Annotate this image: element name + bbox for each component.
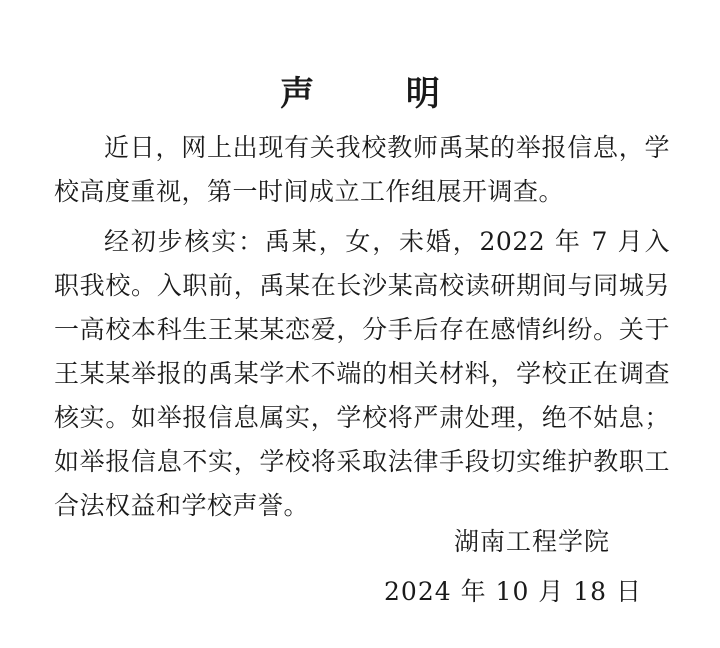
paragraph-2: 经初步核实：禹某，女，未婚，2022 年 7 月入职我校。入职前，禹某在长沙某高校读研期间与同城另一高校本科生王某某恋爱，分手后存在感情纠纷。关于王某某举报的禹某学术不端的相关材料，学校正在调查核实。如举报信息属实，学校将严肃处理，绝不姑息；如举报信息不实，学校将采取法律手段切实维护教职工合法权益和学校声誉。 (54, 227, 670, 520)
paragraph-1: 近日，网上出现有关我校教师禹某的举报信息，学校高度重视，第一时间成立工作组展开调查。 (54, 133, 670, 206)
document-title: 声 明 (280, 74, 480, 114)
issuer-signature: 湖南工程学院 (453, 527, 610, 556)
issue-date: 2024 年 10 月 18 日 (384, 577, 642, 606)
